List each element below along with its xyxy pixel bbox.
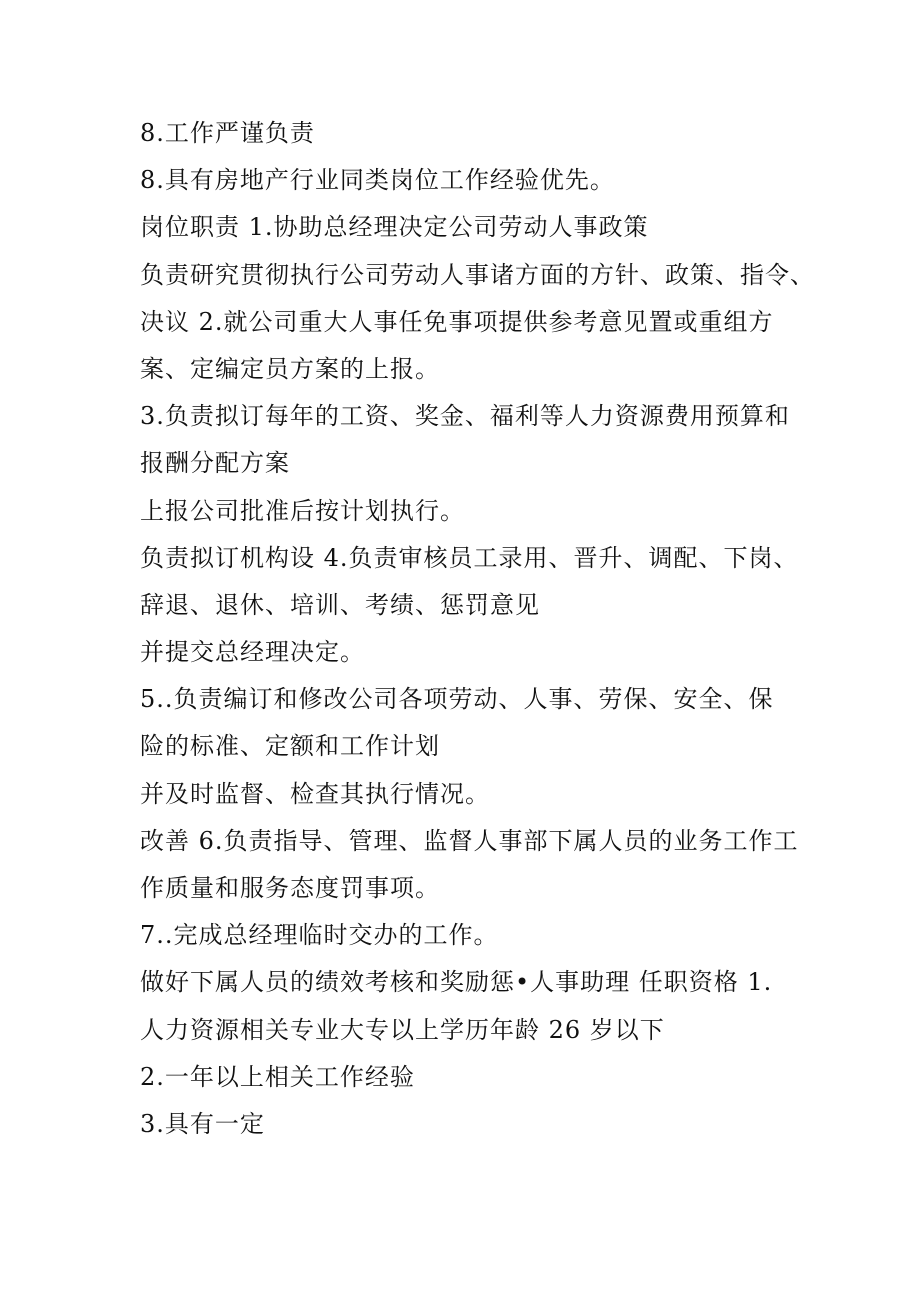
text-line-21: 2.一年以上相关工作经验 [140, 1062, 415, 1091]
text-line-22: 3.具有一定 [140, 1109, 265, 1138]
text-line-13: 5..负责编订和修改公司各项劳动、人事、劳保、安全、保 [140, 685, 774, 714]
text-line-15: 并及时监督、检查其执行情况。 [140, 779, 490, 808]
body-text [140, 110, 840, 1148]
text-line-1: 8.工作严谨负责 [140, 119, 315, 147]
text-line-20: 人力资源相关专业大专以上学历年龄 26 岁以下 [140, 1015, 665, 1044]
text-line-8: 报酬分配方案 [140, 449, 290, 478]
text-line-10: 负责拟订机构设 4.负责审核员工录用、晋升、调配、下岗、 [140, 543, 799, 572]
text-line-16: 改善 6.负责指导、管理、监督人事部下属人员的业务工作工 [140, 826, 799, 855]
text-line-3: 岗位职责 1.协助总经理决定公司劳动人事政策 [140, 213, 649, 242]
text-line-17: 作质量和服务态度罚事项。 [140, 874, 440, 902]
text-line-7: 3.负责拟订每年的工资、奖金、福利等人力资源费用预算和 [140, 402, 790, 431]
text-line-2: 8.具有房地产行业同类岗位工作经验优先。 [140, 166, 615, 195]
text-line-18: 7..完成总经理临时交办的工作。 [140, 921, 499, 950]
text-line-4: 负责研究贯彻执行公司劳动人事诸方面的方针、政策、指令、 [140, 260, 815, 289]
text-line-9: 上报公司批准后按计划执行。 [140, 496, 465, 525]
text-line-19: 做好下属人员的绩效考核和奖励惩•人事助理 任职资格 1. [140, 968, 773, 997]
text-line-6: 案、定编定员方案的上报。 [140, 354, 440, 383]
text-line-12: 并提交总经理决定。 [140, 638, 365, 667]
text-line-5: 决议 2.就公司重大人事任免事项提供参考意见置或重组方 [140, 307, 774, 336]
text-line-11: 辞退、退休、培训、考绩、惩罚意见 [140, 590, 540, 619]
text-line-14: 险的标准、定额和工作计划 [140, 732, 440, 761]
